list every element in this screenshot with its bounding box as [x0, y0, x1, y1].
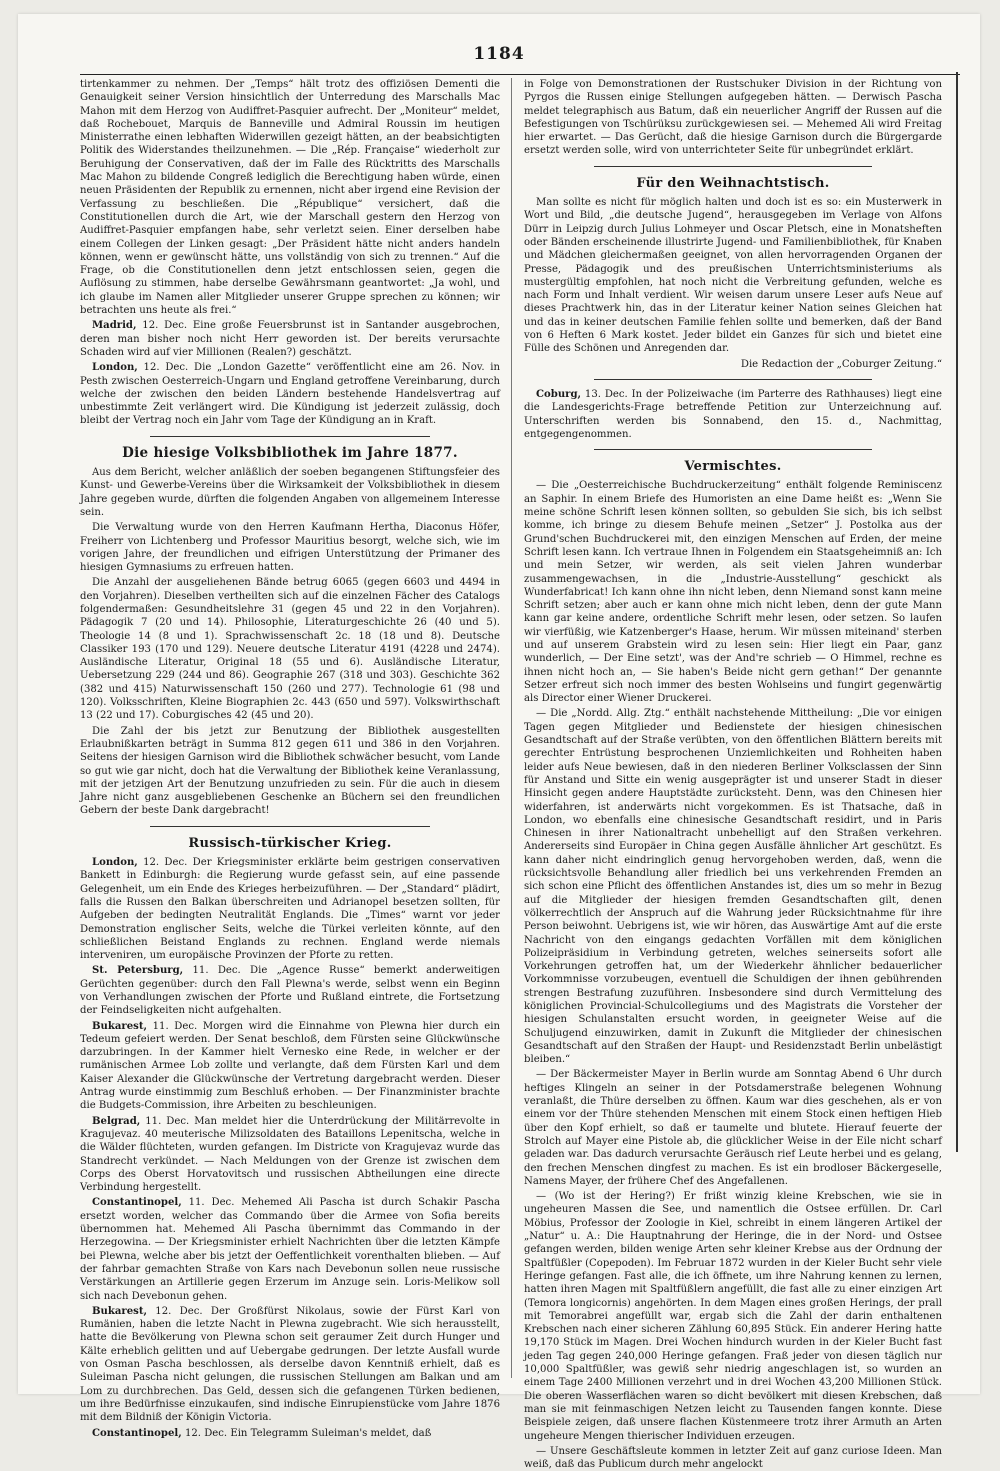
- paragraph: — Unsere Geschäftsleute kommen in letzter Zeit auf ganz curiose Ideen. Man weiß, daß das Publicum durch mehr angelockt: [524, 1445, 942, 1471]
- paragraph: — Der Bäckermeister Mayer in Berlin wurde am Sonntag Abend 6 Uhr durch heftiges Klingeln an seiner in der Potsdamerstraße belegenen Wohnung veranlaßt, die Thüre derselben zu öffnen. Kaum war dies geschehen, als er von einem vor der Thüre stehenden Menschen mit einem Stock einen heftigen Hieb über den Kopf erhielt, so daß er taumelte und blutete. Hierauf feuerte der Strolch auf Mayer eine Pistole ab, die glücklicher Weise in der Eile nicht scharf geladen war. Das dadurch verursachte Geräusch rief Leute herbei und es gelang, den frechen Menschen dingfest zu machen. Es ist ein brodloser Bäckergeselle, Namens Mayer, der frühere Chef des Angefallenen.: [524, 1069, 942, 1187]
- section-divider: [594, 379, 872, 380]
- paragraph: Die Verwaltung wurde von den Herren Kaufmann Hertha, Diaconus Höfer, Freiherr von Lichtenberg und Professor Mauritius besorgt, welche sich, wie im vorigen Jahre, der freundlichen und eifrigen Unterstützung der Primaner des hiesigen Gymnasiums zu erfreuen hatten.: [80, 522, 500, 574]
- dateline: Madrid,: [92, 320, 137, 332]
- news-text: 11. Dec. Morgen wird die Einnahme von Plewna hier durch ein Tedeum gefeiert werden. Der Senat beschloß, dem Fürsten seine Glückwünsche darzubringen. In der Kammer hielt Vernesko eine Rede, in welcher er der rumänischen Armee Lob zollte und verlangte, daß dem Fürsten Karl und dem Kaiser Alexander die Glückwünsche der Vertretung dargebracht werden. Dieser Antrag wurde einstimmig zum Beschluß erhoben. — Der Finanzminister brachte die Budgets-Commission, ihre Arbeiten zu beschleunigen.: [80, 1020, 500, 1112]
- dateline: London,: [92, 362, 138, 374]
- right-column: [524, 78, 942, 1471]
- page-edge-rule: [956, 72, 958, 1152]
- paragraph: — (Wo ist der Hering?) Er frißt winzig kleine Krebschen, wie sie in ungeheuren Massen die See, und namentlich die Ostsee erfüllen. Dr. Carl Möbius, Professor der Zoologie in Kiel, schreibt in einem längeren Artikel der „Natur“ u. A.: Die Hauptnahrung der Heringe, die in der Nord- und Ostsee gefangen werden, bilden wenige Arten sehr kleiner Krebse aus der Ordnung der Spaltfüßler (Copepoden). Im Februar 1872 wurden in der Kieler Bucht sehr viele Heringe gefangen. Fast alle, die ich öffnete, um ihre Nahrung kennen zu lernen, hatten ihren Magen mit Spaltfüßlern angefüllt, die fast alle zu einer einzigen Art (Temora longicornis) angehörten. In dem Magen eines großen Herings, der prall mit Temorabrei angefüllt war, ergab sich die Zahl der darin enthaltenen Krebschen nach einer sicheren Zählung 60,895 Stück. Ein anderer Hering hatte 19,170 Stück im Magen. Drei Wochen hindurch wurden in der Kieler Bucht fast jeden Tag gegen 240,000 Heringe gefangen. Fraß jeder von diesen täglich nur 10,000 Spaltfüßler, was gewiß sehr niedrig angeschlagen ist, so wurden an einem Tage 2400 Millionen verzehrt und in drei Wochen 43,200 Millionen Stück. Die oberen Wasserflächen waren so dicht bevölkert mit diesen Krebschen, daß man sie mit feinmaschigen Netzen leicht zu Tausenden fangen konnte. Diese Beispiele zeigen, daß unsere flachen Küstenmeere trotz ihrer Armuth an Arten ungeheure Mengen thierischer Individuen erzeugen.: [524, 1191, 942, 1442]
- news-text: 12. Dec. Ein Telegramm Suleiman's meldet, daß: [181, 1427, 432, 1439]
- news-text: 11. Dec. Man meldet hier die Unterdrückung der Militärrevolte in Kragujevaz. 40 meuterische Milizsoldaten des Bataillons Lepenitscha, welche in die Wälder flüchteten, wurden gefangen. Im Districte von Kragujevaz wurde das Standrecht verkündet. — Nach Meldungen von der Grenze ist zwischen dem Corps des Oberst Horvatovitsch und russischen Abtheilungen eine directe Verbindung hergestellt.: [80, 1115, 500, 1194]
- news-text: 12. Dec. Der Kriegsminister erklärte beim gestrigen conservativen Bankett in Edinburgh: die Regierung wurde gefasst sein, auf eine passende Gelegenheit, um ein Ende des Krieges herbeizuführen. — Der „Standard“ plädirt, falls die Russen den Balkan überschreiten und Adrianopel besetzen sollten, für Aufgeben der bedingten Neutralität Englands. Die „Times“ warnt vor jeder Demonstration englischer Seits, welche die Türkei verleiten könnte, auf den schließlichen Beistand Englands zu rechnen. England werde niemals interveniren, um europäische Provinzen der Pforte zu retten.: [80, 857, 500, 962]
- newspaper-page: [18, 14, 980, 1471]
- news-text: 12. Dec. Eine große Feuersbrunst ist in Santander ausgebrochen, deren man bisher noch nicht Herr geworden ist. Der bereits verursachte Schaden wird auf vier Millionen (Realen?) geschätzt.: [80, 320, 500, 358]
- section-heading-library: Die hiesige Volksbibliothek im Jahre 1877.: [122, 444, 458, 461]
- section-heading-war: Russisch-türkischer Krieg.: [188, 835, 392, 851]
- section-heading-miscellaneous: Vermischtes.: [684, 459, 782, 475]
- news-item: [80, 319, 500, 359]
- editorial-signature: Die Redaction der „Coburger Zeitung.“: [740, 358, 942, 370]
- news-item: [80, 1115, 500, 1195]
- dateline: St. Petersburg,: [92, 965, 184, 977]
- paragraph: — Die „Oesterreichische Buchdruckerzeitung“ enthält folgende Reminiscenz an Saphir. In einem Briefe des Humoristen an eine Dame heißt es: „Wenn Sie meine schöne Schrift lesen können sollten, so gebulden Sie sich, bis ich selbst komme, ich bringe zu diesem Behufe meinen „Setzer“ J. Postolka aus der Grund'schen Buchdruckerei mit, den einzigen Menschen auf Erden, der meine Schrift lesen kann. Ich vertraue Ihnen in Folgendem ein Staatsgeheimniß an: Ich und mein Setzer, wir werden, als seit vielen Jahren wunderbar zusammengewachsen, in die „Industrie-Ausstellung“ geschickt als Wunderfabricat! Ich kann ohne ihn nicht leben, denn Niemand sonst kann meine Schrift setzen; aber auch er kann ohne mich nicht leben, denn der gute Mann kann gar keine andere, ordentliche Schrift mehr lesen, oder setzen. So laufen wir vierfüßig, wie Katzenberger's Haase, herum. Wir müssen miteinand' sterben und auf unserem Grabstein wird zu lesen sein: Hier liegt ein Paar, ganz wunderlich, — Der Eine setzt', was der And're schrieb — O Himmel, rechne es ihnen nicht hoch an, — Sie haben's Beide nicht gern gethan!“ Der genannte Setzer erfreut sich noch immer des besten Wohlseins und fungirt gegenwärtig als Director einer Wiener Druckerei.: [524, 480, 942, 705]
- news-item: [80, 1427, 500, 1440]
- dateline: Coburg,: [536, 388, 582, 400]
- paragraph: Die Zahl der bis jetzt zur Benutzung der Bibliothek ausgestellten Erlaubnißkarten beträgt in Summa 812 gegen 611 und 386 in den Vorjahren. Seitens der hiesigen Garnison wird die Bibliothek schwächer besucht, vom Lande so gut wie gar nicht, doch hat die Verwaltung der Bibliothek keine Veranlassung, mit der jetzigen Art der Benutzung unzufrieden zu sein. Für die auch in diesem Jahre nicht ganz ausgebliebenen Geschenke an Büchern sei den freundlichen Gebern der beste Dank dargebracht!: [80, 725, 500, 817]
- news-item: [80, 1020, 500, 1113]
- paragraph: in Folge von Demonstrationen der Rustschuker Division in der Richtung von Pyrgos die Russen einige Stellungen aufgegeben hätten. — Derwisch Pascha meldet telegraphisch aus Batum, daß ein neuerlicher Angriff der Russen auf die Befestigungen von Tschürüksu zurückgewiesen sei. — Mehemed Ali wird Freitag hier erwartet. — Das Gerücht, daß die hiesige Garnison durch die Bürgergarde ersetzt werden solle, wird von unterrichteter Seite für unbegründet erklärt.: [524, 79, 942, 157]
- paragraph: tirtenkammer zu nehmen. Der „Temps“ hält trotz des offiziösen Dementi die Genauigkeit seiner Version hinsichtlich der Unterredung des Marschalls Mac Mahon mit dem Herzog von Audiffret-Pasquier aufrecht. Der „Moniteur“ meldet, daß Rochebouet, Marquis de Banneville und Admiral Roussin im heutigen Ministerrathe einen lebhaften Widerwillen gezeigt hätten, an der beabsichtigten Politik des Widerstandes theilzunehmen. — Die „Rép. Française“ wiederholt zur Beruhigung der Conservativen, daß der im Falle des Rücktritts des Marschalls Mac Mahon zu bildende Congreß lediglich die Berechtigung haben würde, einen neuen Präsidenten der Republik zu ernennen, nicht aber irgend eine Revision der Verfassung zu beschließen. Die „République“ versichert, daß die Constitutionellen durch die Art, wie der Marschall gestern den Herzog von Audiffret-Pasquier empfangen habe, sehr verletzt seien. Einer derselben habe einem Collegen der Linken gesagt: „Der Präsident hätte nicht anders handeln können, wenn er gewünscht hätte, uns vollständig von sich zu trennen.“ Auf die Frage, ob die Constitutionellen denn jetzt entschlossen seien, gegen die Auflösung zu stimmen, habe derselbe Gewährsmann geantwortet: „Ja wohl, und ich glaube im Namen aller Mitglieder unserer Gruppe sprechen zu können; wir betrachten uns heute als frei.“: [80, 79, 500, 317]
- section-heading-christmas: Für den Weihnachtstisch.: [636, 175, 830, 191]
- paragraph: — Die „Nordd. Allg. Ztg.“ enthält nachstehende Mittheilung: „Die vor einigen Tagen gegen Mitglieder und Bedienstete der hiesigen chinesischen Gesandtschaft auf der Straße verübten, von den öffentlichen Blättern bereits mit gerechter Entrüstung besprochenen Unziemlichkeiten und Rohheiten haben leider aufs Neue bewiesen, daß in den niederen Berliner Volksclassen der Sinn für Anstand und Sitte ein wenig ausgeprägter ist und unserer Stadt in dieser Hinsicht gegen andere Hauptstädte zurücksteht. Denn, was den Chinesen hier widerfahren, ist anderwärts nicht vorgekommen. Es ist Thatsache, daß in London, wo ebenfalls eine chinesische Gesandtschaft residirt, und in Paris Chinesen in ihrer Nationaltracht unbehelligt auf den Straßen verkehren. Andererseits sind Europäer in China gegen Ausfälle ähnlicher Art geschützt. Es kann daher nicht eindringlich genug hervorgehoben werden, daß, wenn die rücksichtsvolle Behandlung aller friedlich bei uns verkehrenden Fremden an sich schon eine Pflicht des öffentlichen Anstandes ist, dies um so mehr in Bezug auf die Mitglieder der hiesigen fremden Gesandtschaften gilt, denen völkerrechtlich der Anspruch auf die Wahrung jeder Rücksichtnahme für ihre Person beiwohnt. Uebrigens ist, wie wir hören, das Auswärtige Amt auf die erste Nachricht von den eingangs gedachten Vorfällen mit dem königlichen Polizeipräsidium in Verbindung getreten, welches seinerseits sofort alle Vorkehrungen getroffen hat, um der Wiederkehr ähnlicher bedauerlicher Vorkommnisse vorzubeugen, eventuell die Schuldigen der ihnen gebührenden strengen Bestrafung zuzuführen. Insbesondere sind durch Vermittelung des königlichen Provincial-Schulcollegiums und des Magistrats die Vorsteher der hiesigen Schulanstalten ersucht worden, in geeigneter Weise auf die Schuljugend einzuwirken, damit in Zukunft die Mitglieder der chinesischen Gesandtschaft auf den Straßen der Haupt- und Residenzstadt Berlin unbelästigt bleiben.“: [524, 708, 942, 1066]
- paragraph: Man sollte es nicht für möglich halten und doch ist es so: ein Musterwerk in Wort und Bild, „die deutsche Jugend“, herausgegeben im Verlage von Alfons Dürr in Leipzig durch Julius Lohmeyer und Oscar Pletsch, eine in Monatsheften oder Bänden erscheinende illustrirte Jugend- und Familienbibliothek, für Knaben und Mädchen gleichermaßen geeignet, von allen hervorragenden Organen der Presse, Pädagogik und des preußischen Unterrichtsministeriums als mustergültig empfohlen, hat noch nicht die Verbreitung gefunden, welche es nach Form und Inhalt verdient. Wir weisen darum unsere Leser aufs Neue auf dieses Prachtwerk hin, das in der Literatur keiner Nation seines Gleichen hat und das in keiner deutschen Familie fehlen sollte und bemerken, daß der Band von 6 Heften 6 Mark kostet. Jeder bildet ein Ganzes für sich und bietet eine Fülle des Schönen und Anregenden dar.: [524, 197, 942, 355]
- section-divider: [150, 436, 430, 437]
- paragraph: Die Anzahl der ausgeliehenen Bände betrug 6065 (gegen 6603 und 4494 in den Vorjahren). Dieselben vertheilten sich auf die einzelnen Fächer des Catalogs folgendermaßen: Gesundheitslehre 31 (gegen 45 und 22 in den Vorjahren). Pädagogik 7 (20 und 14). Philosophie, Literaturgeschichte 26 (40 und 5). Theologie 14 (8 und 1). Sprachwissenschaft 2c. 18 (18 und 8). Deutsche Classiker 193 (170 und 129). Neuere deutsche Literatur 4191 (4228 und 2474). Ausländische Literatur, Original 18 (55 und 6). Ausländische Literatur, Uebersetzung 229 (244 und 86). Geographie 267 (318 und 303). Geschichte 362 (382 und 415) Naturwissenschaft 150 (260 und 277). Technologie 61 (98 und 120). Volksschriften, Kleine Biographien 2c. 443 (650 und 597). Volkswirthschaft 13 (22 und 17). Coburgisches 42 (45 und 20).: [80, 577, 500, 722]
- news-text: 12. Dec. Der Großfürst Nikolaus, sowie der Fürst Karl von Rumänien, haben die letzte Nacht in Plewna zugebracht. Wie sich herausstellt, hatte die Bevölkerung von Plewna schon seit geraumer Zeit durch Hunger und Kälte erheblich gelitten und auf Uebergabe gedrungen. Der letzte Ausfall wurde von Osman Pascha beschlossen, als derselbe davon Kenntniß erhielt, daß es Suleiman Pascha nicht gelungen, die russischen Stellungen am Balkan und am Lom zu durchbrechen. Das Geld, dessen sich die gefangenen Türken bedienen, um ihre Bedürfnisse einzukaufen, sind indische Einrupienstücke vom Jahre 1876 mit dem Bildniß der Königin Victoria.: [80, 1305, 500, 1424]
- dateline: Belgrad,: [92, 1115, 141, 1127]
- column-separator: [511, 78, 512, 1378]
- news-item: [80, 1305, 500, 1425]
- news-item: [80, 856, 500, 962]
- section-divider: [150, 826, 430, 827]
- news-text: 13. Dec. In der Polizeiwache (im Parterre des Rathhauses) liegt eine die Landesgerichts-Frage betreffende Petition zur Unterzeichnung auf. Unterschriften werden bis Sonnabend, den 15. d., Nachmittag, entgegengenommen.: [524, 388, 942, 440]
- news-text: 12. Dec. Die „London Gazette“ veröffentlicht eine am 26. Nov. in Pesth zwischen Oesterreich-Ungarn und England getroffene Vereinbarung, durch welche der zwischen den beiden Ländern bestehende Handelsvertrag auf unbestimmte Zeit verlängert wird. Die Kündigung ist jederzeit zulässig, doch bleibt der Vertrag noch ein Jahr vom Tage der Kündigung an in Kraft.: [80, 362, 500, 427]
- dateline: Constantinopel,: [92, 1197, 182, 1209]
- dateline: Constantinopel,: [92, 1427, 182, 1439]
- news-item: [80, 1196, 500, 1302]
- section-divider: [594, 449, 872, 450]
- section-divider: [594, 166, 872, 167]
- news-item: [80, 964, 500, 1017]
- news-item: [524, 388, 942, 441]
- top-rule: [80, 74, 960, 75]
- news-item: [80, 361, 500, 427]
- page-number: 1184: [473, 44, 525, 64]
- dateline: Bukarest,: [92, 1020, 148, 1032]
- left-column: [80, 78, 501, 1439]
- paragraph: Aus dem Bericht, welcher anläßlich der soeben begangenen Stiftungsfeier des Kunst- und Gewerbe-Vereins über die Wirksamkeit der Volksbibliothek in diesem Jahre gegeben wurde, dürften die folgenden Angaben von allgemeinem Interesse sein.: [80, 467, 500, 518]
- news-text: 11. Dec. Die „Agence Russe“ bemerkt anderweitigen Gerüchten gegenüber: durch den Fall Plewna's werde, selbst wenn ein Beginn von Verhandlungen zwischen der Pforte und Rußland eintrete, die Fortsetzung der Feindseligkeiten nicht aufgehalten.: [80, 965, 501, 1017]
- dateline: London,: [92, 857, 138, 869]
- dateline: Bukarest,: [92, 1305, 148, 1317]
- news-text: 11. Dec. Mehemed Ali Pascha ist durch Schakir Pascha ersetzt worden, welcher das Commando über die Armee von Sofia bereits übernommen hat. Mehemed Ali Pascha übernimmt das Commando in der Herzegowina. — Der Kriegsminister erhielt Nachrichten über die letzten Kämpfe bei Plewna, welche aber bis jetzt der Oeffentlichkeit vorenthalten blieben. — Auf der fahrbar gemachten Straße von Kars nach Devebonun sollen neue russische Verstärkungen an Artillerie gegen Erzerum im Anzuge sein. Loris-Melikow soll sich nach Devebonun gehen.: [80, 1197, 500, 1302]
